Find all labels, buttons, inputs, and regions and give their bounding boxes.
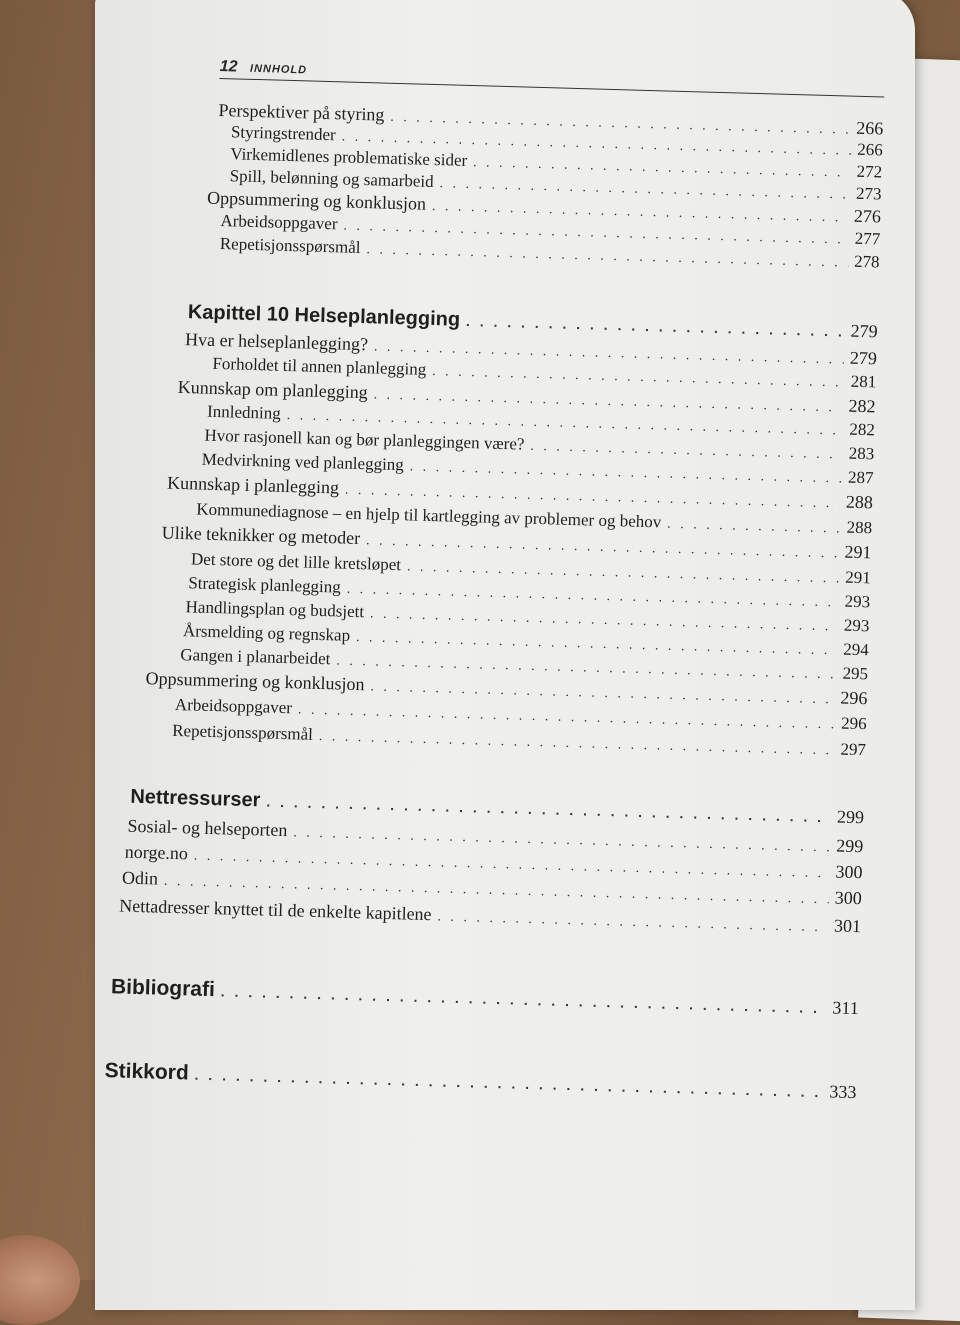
- toc-page-number: 288: [845, 491, 874, 513]
- dot-leader: [437, 909, 828, 936]
- toc-page-number: 266: [856, 117, 884, 139]
- toc-page-number: 293: [844, 591, 871, 612]
- toc-entry: Nettadresser knyttet til de enkelte kapitlene . . . 301: [119, 895, 861, 937]
- dot-leader: [319, 729, 835, 759]
- toc-entry: Handlingsplan og budsjett . . . 293: [185, 597, 869, 636]
- toc-page-number: 288: [846, 517, 873, 538]
- running-header: [219, 58, 884, 98]
- header-page-number: 12: [219, 57, 238, 76]
- dot-leader: [466, 313, 845, 340]
- toc-page-number: 293: [843, 615, 870, 636]
- toc-entry: Virkemidlenes problematiske sider . . . 272: [230, 144, 882, 182]
- toc-page-number: 295: [842, 663, 869, 684]
- toc-page-number: 311: [832, 997, 860, 1019]
- dot-leader: [667, 517, 841, 538]
- toc-entry: Oppsummering og konklusjon . . . 296: [145, 668, 867, 709]
- toc-entry: Arbeidsoppgaver . . . 277: [220, 211, 880, 249]
- toc-page-number: 282: [848, 395, 876, 417]
- toc-page-number: 294: [842, 639, 870, 660]
- toc-entry: Medvirkning ved planlegging . . . 287: [202, 450, 874, 489]
- toc-page-number: 333: [829, 1081, 857, 1103]
- toc-page-number: 282: [849, 419, 876, 440]
- toc-page-number: 296: [840, 713, 867, 734]
- toc-page-number: 291: [845, 567, 872, 588]
- toc-entry: Det store og det lille kretsløpet . . . 291: [191, 549, 871, 588]
- toc-entry: Ulike teknikker og metoder . . . 291: [161, 523, 871, 564]
- toc-entry: Forholdet til annen planlegging . . . 281: [212, 354, 876, 393]
- toc-entry: Arbeidsoppgaver . . . 296: [175, 695, 867, 734]
- toc-page-number: 300: [834, 887, 863, 909]
- toc-entry: Kunnskap i planlegging . . . 288: [167, 473, 873, 514]
- toc-page-number: 296: [840, 687, 868, 709]
- toc-section-heading: Stikkord . . . 333: [104, 1059, 856, 1104]
- toc-entry: Strategisk planlegging . . . 293: [188, 573, 870, 612]
- toc-entry: Sosial- og helseporten . . . 299: [127, 816, 863, 858]
- toc-page-number: 273: [855, 183, 882, 204]
- toc-entry: Perspektiver på styring . . . 266: [218, 100, 883, 140]
- toc-entry: Kommunediagnose – en hjelp til kartlegging av problemer og behov . . . 288: [196, 499, 872, 538]
- toc-entry: Repetisjonsspørsmål . . . 297: [172, 721, 866, 760]
- toc-entry: Årsmelding og regnskap . . . 294: [183, 621, 869, 660]
- toc-page-number: 299: [835, 835, 864, 857]
- toc-page-number: 301: [833, 915, 862, 937]
- toc-entry: Innledning . . . 282: [207, 402, 875, 441]
- dot-leader: [266, 794, 831, 826]
- toc-page-number: 299: [836, 806, 865, 828]
- toc-section-heading: Bibliografi . . . 311: [111, 975, 859, 1020]
- toc-chapter-heading: Kapittel 10 Helseplanlegging . . . 279: [188, 301, 878, 343]
- toc-entry: Odin . . . 300: [122, 868, 862, 910]
- toc-page-number: 276: [853, 205, 882, 227]
- toc-page-number: 279: [850, 320, 878, 342]
- toc-entry: Kunnskap om planlegging . . . 282: [178, 377, 876, 417]
- toc-entry: Styringstrender . . . 266: [231, 122, 883, 160]
- toc-entry: Hvor rasjonell kan og bør planleggingen være? . . . 283: [204, 426, 874, 465]
- toc-page-number: 283: [848, 443, 875, 464]
- toc-entry: Gangen i planarbeidet . . . 295: [180, 645, 868, 684]
- toc-entry: Repetisjonsspørsmål . . . 278: [220, 234, 880, 272]
- toc-section-heading: Nettressurser . . . 299: [130, 786, 864, 829]
- toc-page-number: 297: [840, 739, 867, 760]
- dot-leader: [221, 983, 827, 1016]
- toc-page-number: 281: [850, 371, 877, 392]
- toc-page-number: 272: [856, 161, 883, 182]
- toc-page-number: 266: [856, 139, 883, 160]
- toc-page-number: 291: [844, 541, 872, 563]
- toc-page-number: 300: [835, 861, 863, 883]
- toc-entry: Hva er helseplanlegging? . . . 279: [185, 329, 877, 369]
- toc-page-number: 279: [849, 347, 878, 369]
- header-title: INNHOLD: [249, 62, 308, 77]
- toc-entry: norge.no . . . 300: [125, 842, 863, 884]
- toc-page-number: 287: [847, 467, 874, 488]
- toc-entry: Oppsummering og konklusjon . . . 276: [207, 188, 881, 228]
- toc-entry: Spill, belønning og samarbeid . . . 273: [229, 166, 881, 204]
- toc-page-number: 277: [854, 228, 881, 249]
- toc-page-number: 278: [853, 251, 880, 272]
- dot-leader: [194, 1067, 823, 1101]
